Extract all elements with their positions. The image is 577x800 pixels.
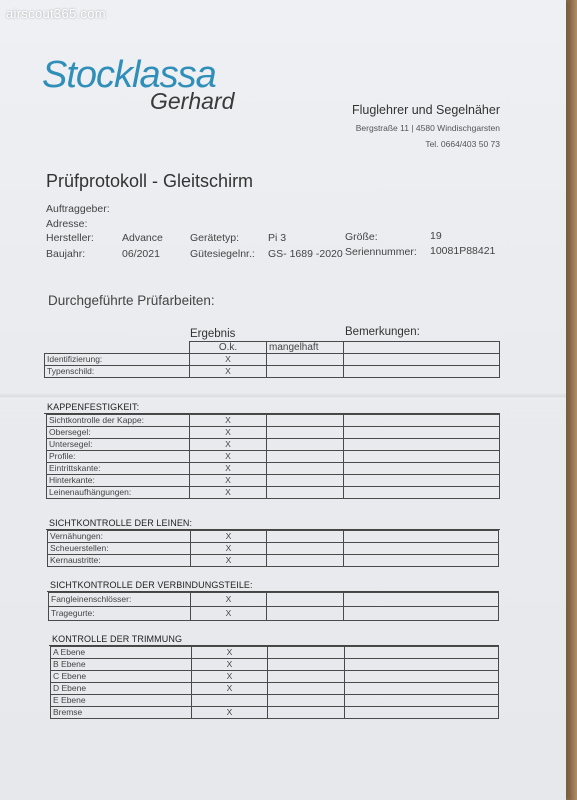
- table-row: [48, 543, 499, 555]
- ok-mark: X: [191, 593, 267, 607]
- section-title: Durchgeführte Prüfarbeiten:: [48, 293, 215, 308]
- ok-mark: X: [191, 555, 267, 567]
- ok-mark: X: [190, 451, 267, 463]
- group-title-verbindungsteile: SICHTKONTROLLE DER VERBINDUNGSTEILE:: [50, 580, 253, 590]
- table-row: [51, 647, 499, 659]
- table-row: [45, 366, 500, 378]
- ok-column-header: O.k.: [190, 342, 267, 354]
- baujahr-value: 06/2021: [122, 248, 160, 260]
- ok-mark: X: [190, 475, 267, 487]
- seriennummer-label: Seriennummer:: [345, 246, 417, 258]
- seriennummer-value: 10081P88421: [430, 245, 496, 257]
- row-label: Typenschild:: [45, 366, 190, 378]
- ok-mark: X: [192, 659, 268, 671]
- row-label: Identifizierung:: [45, 354, 190, 366]
- table-kappenfestigkeit: [46, 414, 500, 499]
- row-label: Vernähungen:: [48, 531, 191, 543]
- baujahr-label: Baujahr:: [46, 248, 86, 260]
- table-row: [47, 415, 500, 427]
- ergebnis-header: Ergebnis: [190, 328, 236, 340]
- company-address: Bergstraße 11 | 4580 Windischgarsten: [355, 123, 500, 133]
- guetesiegel-label: Gütesiegelnr.:: [190, 248, 255, 260]
- row-label: Bremse: [51, 707, 192, 719]
- table-row: [47, 427, 500, 439]
- company-info: [345, 103, 500, 149]
- ok-mark: [192, 695, 268, 707]
- document-title: Prüfprotokoll - Gleitschirm: [46, 171, 254, 191]
- table-header-row: [45, 342, 500, 354]
- geraetetyp-value: Pi 3: [268, 232, 287, 244]
- row-label: Obersegel:: [47, 427, 190, 439]
- ok-mark: X: [191, 607, 267, 621]
- table-row: [49, 593, 499, 607]
- ok-mark: X: [192, 647, 268, 659]
- bemerkungen-header: Bemerkungen:: [345, 326, 420, 338]
- row-label: D Ebene: [51, 683, 192, 695]
- table-trimmung: [50, 646, 499, 719]
- row-label: Eintrittskante:: [47, 463, 190, 475]
- table-identification: [44, 341, 500, 378]
- row-label: Untersegel:: [47, 439, 190, 451]
- table-row: [45, 354, 500, 366]
- table-row: [51, 695, 499, 707]
- ok-mark: X: [190, 415, 267, 427]
- ok-mark: X: [190, 366, 267, 378]
- row-label: Sichtkontrolle der Kappe:: [47, 415, 190, 427]
- row-label: C Ebene: [51, 671, 192, 683]
- logo-sub-text: Gerhard: [150, 88, 235, 114]
- auftraggeber-label: Auftraggeber:: [46, 203, 110, 215]
- row-label: E Ebene: [51, 695, 192, 707]
- hersteller-value: Advance: [122, 232, 163, 244]
- row-label: Leinenaufhängungen:: [47, 487, 190, 499]
- watermark: airscout365.com: [6, 6, 106, 21]
- group-title-trimmung: KONTROLLE DER TRIMMUNG: [52, 634, 183, 644]
- table-row: [51, 659, 499, 671]
- hersteller-label: Hersteller:: [46, 232, 94, 244]
- table-row: [47, 487, 500, 499]
- logo-main-text: Stocklassa: [42, 54, 216, 96]
- table-row: [51, 683, 499, 695]
- group-title-kappenfestigkeit: KAPPENFESTIGKEIT:: [47, 402, 140, 412]
- table-row: [51, 707, 499, 719]
- table-verbindungsteile: [48, 592, 499, 621]
- row-label: Tragegurte:: [49, 607, 191, 621]
- table-row: [47, 463, 500, 475]
- ok-mark: X: [190, 427, 267, 439]
- ok-mark: X: [190, 354, 267, 366]
- ok-mark: X: [191, 543, 267, 555]
- ok-mark: X: [190, 487, 267, 499]
- ok-mark: X: [192, 707, 268, 719]
- row-label: Hinterkante:: [47, 475, 190, 487]
- group-title-leinen: SICHTKONTROLLE DER LEINEN:: [49, 518, 193, 528]
- guetesiegel-value: GS- 1689 -2020: [268, 248, 343, 260]
- table-row: [48, 555, 499, 567]
- table-row: [47, 451, 500, 463]
- ok-mark: X: [192, 671, 268, 683]
- adresse-label: Adresse:: [46, 218, 88, 230]
- paper-fold: [0, 393, 566, 399]
- row-label: A Ebene: [51, 647, 192, 659]
- groesse-value: 19: [430, 230, 442, 242]
- row-label: Profile:: [47, 451, 190, 463]
- groesse-label: Größe:: [345, 231, 378, 243]
- row-label: Kernaustritte:: [48, 555, 191, 567]
- table-row: [47, 439, 500, 451]
- table-row: [49, 607, 499, 621]
- geraetetyp-label: Gerätetyp:: [190, 232, 240, 244]
- row-label: B Ebene: [51, 659, 192, 671]
- table-row: [47, 475, 500, 487]
- table-row: [51, 671, 499, 683]
- ok-mark: X: [191, 531, 267, 543]
- table-leinen: [47, 530, 499, 567]
- table-row: [48, 531, 499, 543]
- company-phone: Tel. 0664/403 50 73: [425, 139, 500, 149]
- row-label: Fangleinenschlösser:: [49, 593, 191, 607]
- ok-mark: X: [192, 683, 268, 695]
- row-label: Scheuerstellen:: [48, 543, 191, 555]
- company-logo: [42, 54, 235, 114]
- ok-mark: X: [190, 463, 267, 475]
- ok-mark: X: [190, 439, 267, 451]
- mangelhaft-column-header: mangelhaft: [267, 342, 344, 354]
- company-name: Fluglehrer und Segelnäher: [351, 103, 500, 117]
